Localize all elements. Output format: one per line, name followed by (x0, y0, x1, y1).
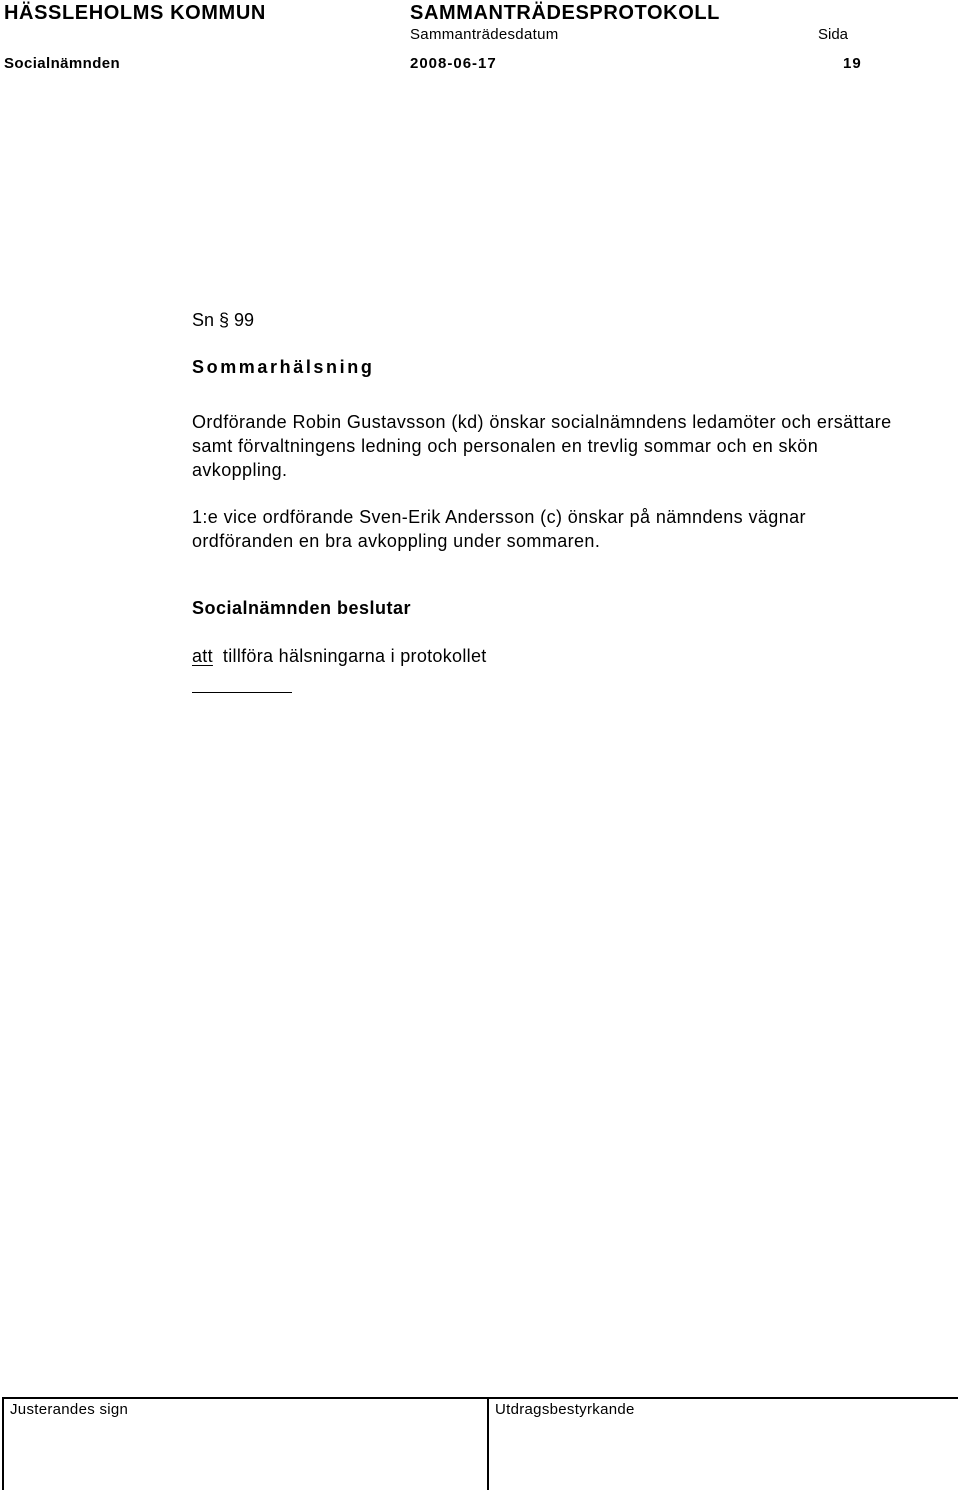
document-type: SAMMANTRÄDESPROTOKOLL (410, 2, 721, 24)
section-title: Sommarhälsning (192, 357, 375, 377)
page-label: Sida (818, 26, 849, 43)
committee-name: Socialnämnden (4, 55, 121, 72)
meeting-date-label: Sammanträdesdatum (410, 26, 559, 43)
section-number: Sn § 99 (192, 310, 255, 330)
paragraph-chair-greeting: Ordförande Robin Gustavsson (kd) önskar socialnämndens ledamöter och ersättare samt förvaltningens ledning och personalen en trevlig sommar och en skön avkoppling. (192, 412, 892, 480)
decision-heading: Socialnämnden beslutar (192, 598, 412, 618)
footer-top-border (2, 1397, 958, 1399)
footer-divider (487, 1397, 489, 1490)
organization-name: HÄSSLEHOLMS KOMMUN (4, 2, 266, 24)
decision-line (192, 646, 487, 667)
page-number: 19 (843, 55, 862, 72)
section-end-rule (192, 692, 292, 693)
signature-label: Justerandes sign (10, 1401, 129, 1418)
decision-text: tillföra hälsningarna i protokollet (222, 646, 487, 666)
paragraph-vice-chair-greeting: 1:e vice ordförande Sven-Erik Andersson (c) önskar på nämndens vägnar ordföranden en bra avkoppling under sommaren. (192, 507, 806, 551)
decision-att: att (192, 646, 213, 666)
extract-certification-label: Utdragsbestyrkande (495, 1401, 635, 1418)
meeting-date: 2008-06-17 (410, 55, 497, 72)
footer-left-border (2, 1397, 4, 1490)
